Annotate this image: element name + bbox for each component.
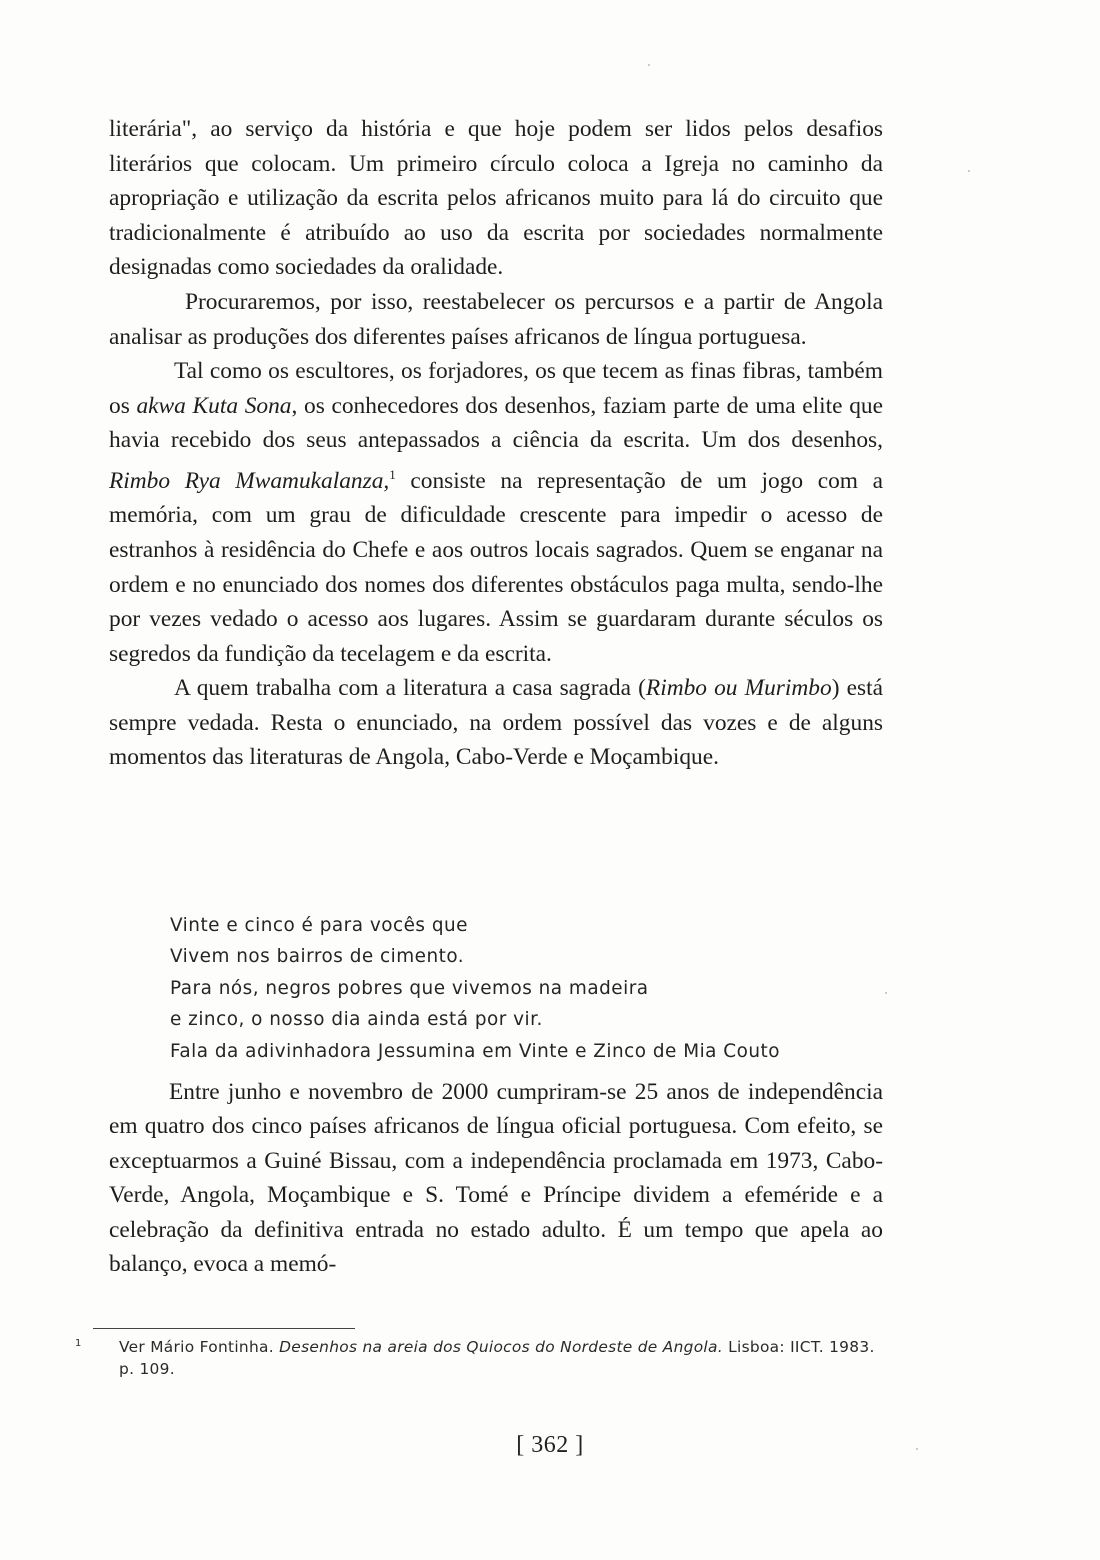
- paragraph-3-text-b: , os conhecedores dos desenhos, faziam parte de uma elite que havia recebido dos seus antepassados a ciência da escrita. Um dos desenhos,: [109, 392, 884, 454]
- paragraph-4: [109, 671, 883, 775]
- paragraph-2: Procuraremos, por isso, reestabelecer os percursos e a partir de Angola analisar as produções dos diferentes países africanos de língua portuguesa.: [109, 288, 883, 350]
- footnote-title: Desenhos na areia dos Quiocos do Nordeste de Angola.: [279, 1338, 723, 1356]
- epigraph-line: Vinte e cinco é para vocês que: [170, 915, 468, 936]
- paragraph-3: [109, 354, 883, 671]
- epigraph-attribution: Fala da adivinhadora Jessumina em Vinte e Zinco de Mia Couto: [170, 1040, 781, 1062]
- footnote-text-b: Lisboa: IICT. 1983. p. 109.: [119, 1338, 875, 1378]
- term-akwa-kuta-sona: akwa Kuta Sona: [136, 392, 292, 419]
- main-text: [109, 112, 883, 775]
- paragraph-1: literária", ao serviço da história e que hoje podem ser lidos pelos desafios literários que colocam. Um primeiro círculo coloca a Igreja no caminho da apropriação e utilização da escrita pelos africanos muito para lá do circuito que tradicionalmente é atribuído ao uso da escrita por sociedades normalmente designadas como sociedades da oralidade.: [109, 116, 883, 281]
- footnote-text-a: Ver Mário Fontinha.: [119, 1338, 280, 1356]
- epigraph: [170, 910, 890, 1067]
- epigraph-line: Vivem nos bairros de cimento.: [170, 946, 465, 968]
- epigraph-line: e zinco, o nosso dia ainda está por vir.: [170, 1009, 543, 1031]
- footnote: [75, 1336, 887, 1380]
- epigraph-line: Para nós, negros pobres que vivemos na madeira: [170, 977, 649, 999]
- paragraph-3-text-c: consiste na representação de um jogo com a memória, com um grau de dificuldade crescente para impedir o acesso de estranhos à residência do Chefe e aos outros locais sagrados. Quem se enganar na ordem e no enunciado dos nomes dos diferentes obstáculos paga multa, sendo-lhe por vezes vedado o acesso aos lugares. Assim se guardaram durante séculos os segredos da fundição da tecelagem e da escrita.: [109, 467, 883, 667]
- page-number: [ 362 ]: [516, 1432, 584, 1458]
- paragraph-3-text-a: Tal como os escultores, os forjadores, os que tecem as finas fibras, também os: [109, 358, 883, 419]
- paragraph-5: Entre junho e novembro de 2000 cumpriram-se 25 anos de independência em quatro dos cinco países africanos de língua oficial portuguesa. Com efeito, se exceptuarmos a Guiné Bissau, com a independência proclamada em 1973, Cabo-Verde, Angola, Moçambique e S. Tomé e Príncipe dividem a efeméride e a celebração da definitiva entrada no estado adulto. É um tempo que apela ao balanço, evoca a memó-: [109, 1079, 883, 1278]
- term-rimbo-rya-mwamukalanza: Rimbo Rya Mwamukalanza,: [109, 467, 390, 494]
- main-text-continued: [109, 1075, 883, 1281]
- term-rimbo-ou-murimbo: Rimbo ou Murimbo: [645, 675, 832, 702]
- scan-speck: [916, 1448, 918, 1450]
- paragraph-4-text-a: A quem trabalha com a literatura a casa sagrada (: [174, 675, 646, 702]
- footnote-number: 1: [75, 1338, 82, 1349]
- footnote-marker[interactable]: 1: [389, 466, 396, 482]
- scan-speck: [885, 992, 887, 994]
- scan-speck: [968, 170, 970, 172]
- footnote-rule: [93, 1328, 355, 1329]
- paragraph-4-text-b: ) está sempre vedada. Resta o enunciado, na ordem possível das vozes e de alguns momentos das literaturas de Angola, Cabo-Verde e Moçambique.: [109, 675, 883, 771]
- scan-speck: [648, 64, 650, 66]
